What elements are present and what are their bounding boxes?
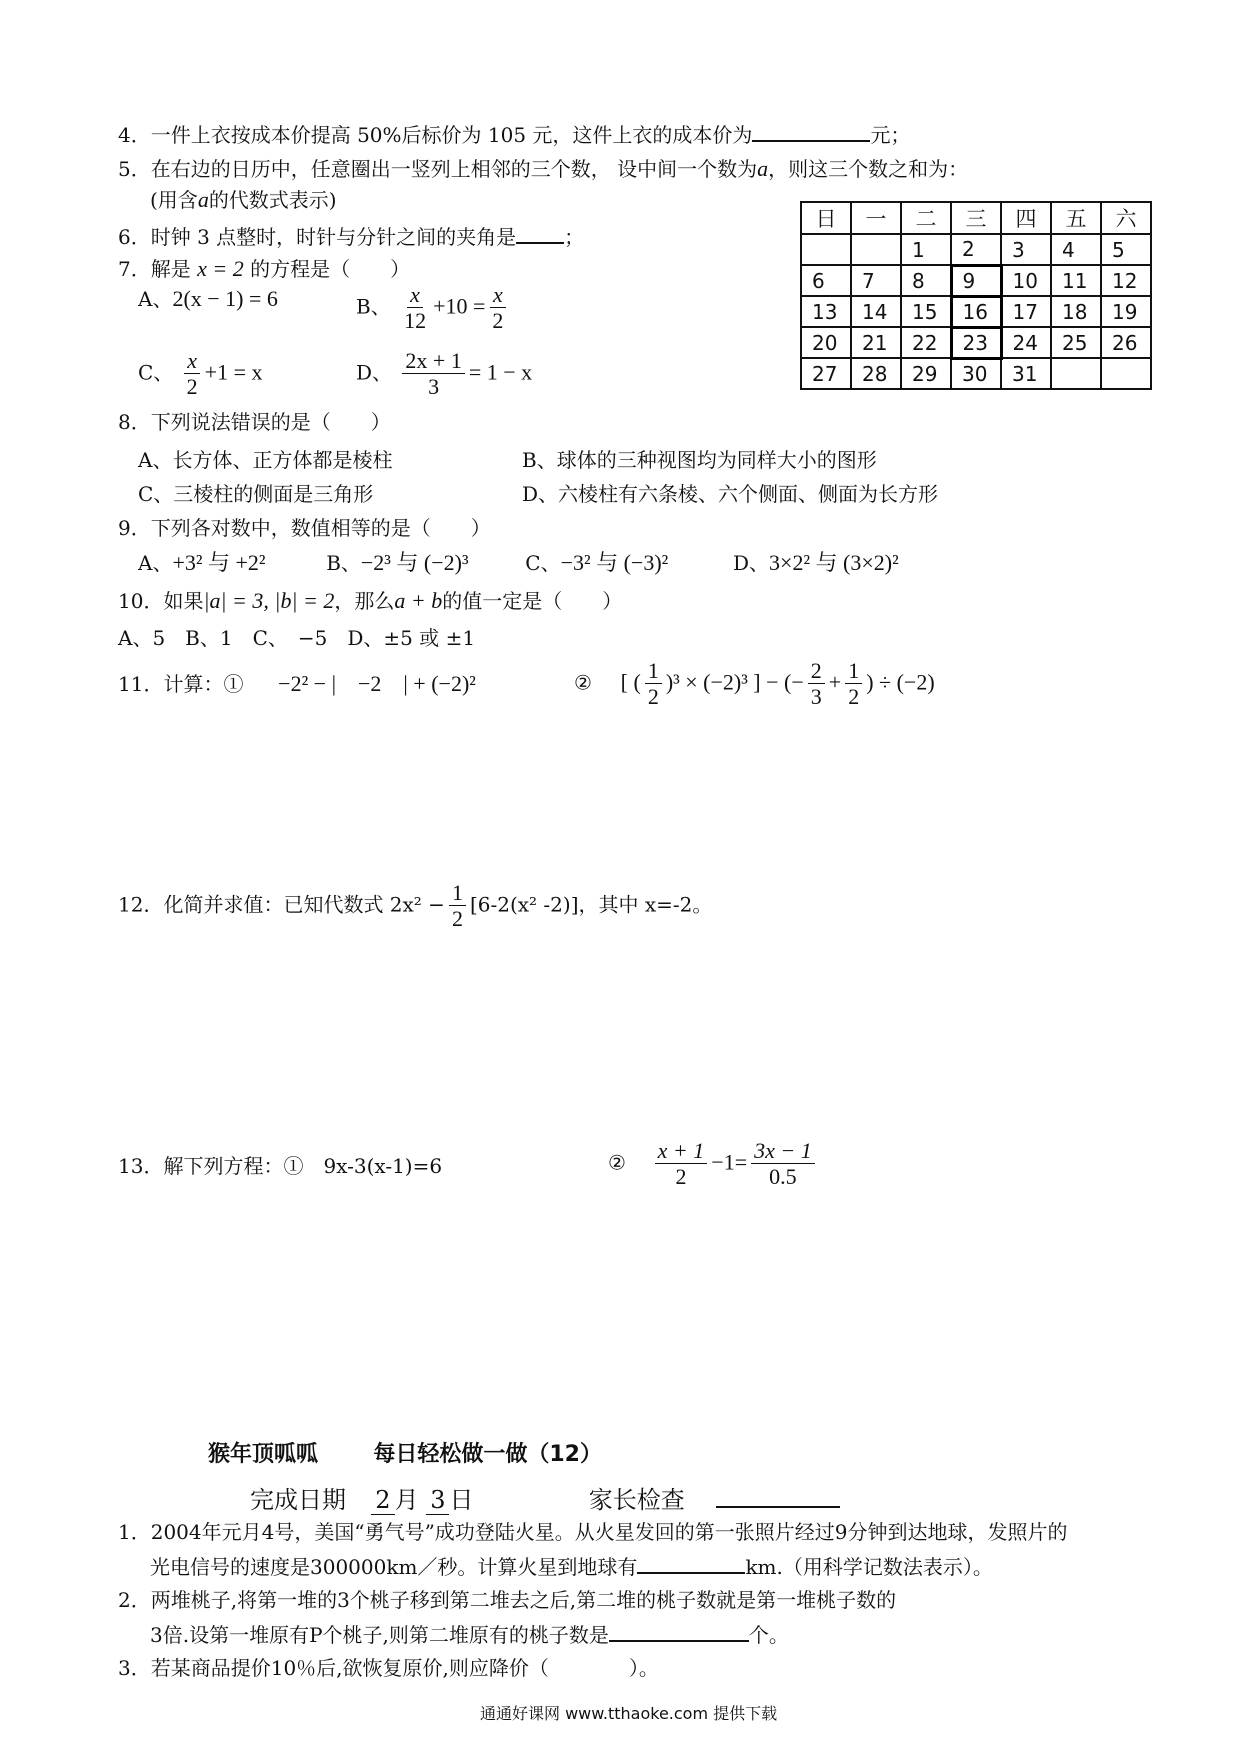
question-13-part1: 13．解下列方程：① 9x-3(x-1)=6 — [118, 1154, 443, 1178]
numerator: x — [490, 282, 506, 308]
calendar-cell: 18 — [1051, 296, 1101, 327]
fraction — [751, 1138, 815, 1190]
calendar-cell: 4 — [1051, 234, 1101, 265]
calendar-table — [800, 201, 1152, 390]
footer-text: 通通好课网 www.tthaoke.com 提供下载 — [480, 1704, 778, 1723]
fraction — [808, 658, 825, 710]
calendar-cell: 31 — [1001, 358, 1051, 389]
fraction — [449, 880, 466, 932]
question-6 — [118, 224, 584, 249]
numerator: x + 1 — [655, 1138, 708, 1164]
calendar-cell-highlighted: 23 — [951, 327, 1001, 358]
calendar-header: 五 — [1051, 202, 1101, 234]
parent-check-label: 家长检查 — [588, 1486, 685, 1514]
calendar-cell: 29 — [901, 358, 951, 389]
fraction — [845, 658, 862, 710]
question-6-text: 6．时钟 3 点整时，时针与分针之间的夹角是 — [118, 225, 517, 249]
question-11-expression-1: −2² − | −2 | + (−2)² — [278, 671, 476, 696]
calendar-cell: 2 — [951, 234, 1001, 265]
answer-blank[interactable] — [637, 1554, 745, 1574]
calendar-cell — [801, 234, 851, 265]
problem-2-text-end: 个。 — [748, 1623, 789, 1647]
calendar-cell: 11 — [1051, 265, 1101, 296]
option-label: D、 — [356, 360, 393, 385]
question-10-expression: a + b — [394, 588, 443, 613]
fraction — [184, 348, 201, 400]
problem-2-text: 3倍.设第一堆原有P个桃子,则第二堆原有的桃子数是 — [150, 1623, 609, 1647]
question-4 — [118, 122, 910, 147]
fraction — [489, 282, 506, 334]
section-title-left: 猴年顶呱呱 — [208, 1442, 319, 1467]
calendar-cell: 24 — [1001, 327, 1051, 358]
denominator: 0.5 — [769, 1164, 797, 1190]
parent-signature-blank[interactable] — [716, 1486, 840, 1508]
fraction — [401, 282, 429, 334]
option-label: A、 — [138, 287, 173, 311]
problem-1-text: 光电信号的速度是300000km／秒。计算火星到地球有 — [150, 1555, 638, 1579]
numerator: x — [184, 348, 200, 374]
calendar-row — [801, 234, 1151, 265]
calendar-cell: 20 — [801, 327, 851, 358]
question-7-equation: x = 2 — [197, 256, 244, 281]
question-6-end: ； — [564, 225, 585, 249]
equation-middle: −1= — [711, 1149, 748, 1175]
calendar-cell: 15 — [901, 296, 951, 327]
calendar-cell: 10 — [1001, 265, 1051, 296]
calendar-row — [801, 265, 1151, 296]
option-b-middle: +10 = — [433, 293, 486, 319]
variable-a: a — [197, 187, 209, 212]
calendar-cell: 27 — [801, 358, 851, 389]
denominator: 3 — [428, 374, 440, 400]
calendar-header: 一 — [851, 202, 901, 234]
answer-blank[interactable] — [752, 122, 870, 142]
option-label: C、 — [138, 360, 174, 385]
answer-blank[interactable] — [516, 224, 564, 244]
numerator: 1 — [449, 880, 466, 906]
question-5-hint-end: 的代数式表示) — [208, 188, 337, 212]
option-label: C、 — [525, 551, 561, 575]
question-8-title: 8．下列说法错误的是（ ） — [118, 410, 391, 434]
calendar-cell: 25 — [1051, 327, 1101, 358]
question-10-mid: ，那么 — [334, 589, 395, 613]
question-10-prefix: 10．如果 — [118, 589, 204, 613]
expression-part: ) ÷ (−2) — [866, 669, 935, 695]
expression-part: + — [828, 669, 842, 695]
denominator: 2 — [451, 906, 463, 932]
calendar-header: 日 — [801, 202, 851, 234]
calendar-cell: 12 — [1101, 265, 1151, 296]
question-5-line2 — [150, 187, 337, 213]
month-char: 月 — [394, 1486, 419, 1514]
problem-2-line1: 2．两堆桃子,将第一堆的3个桃子移到第二堆去之后,第二堆的桃子数就是第一堆桃子数的 — [118, 1588, 897, 1612]
question-7-suffix: 的方程是（ ） — [250, 257, 411, 281]
question-9-options — [138, 550, 899, 576]
question-10-options: A、5 B、1 C、 −5 D、±5 或 ±1 — [118, 626, 476, 650]
calendar-header: 四 — [1001, 202, 1051, 234]
calendar-cell — [1051, 358, 1101, 389]
calendar-cell: 28 — [851, 358, 901, 389]
problem-1-text-end: km.（用科学记数法表示）。 — [745, 1555, 993, 1579]
calendar-header: 三 — [951, 202, 1001, 234]
question-5-hint-start: (用含 — [150, 188, 198, 212]
date-day[interactable]: 3 — [426, 1486, 449, 1515]
calendar-cell: 26 — [1101, 327, 1151, 358]
question-8-option-c: C、三棱柱的侧面是三角形 — [138, 482, 374, 506]
option-a-expression: +3² 与 +2² — [172, 550, 266, 575]
denominator: 3 — [810, 684, 822, 710]
denominator: 2 — [675, 1164, 687, 1190]
date-label: 完成日期 — [250, 1486, 346, 1514]
question-5-text: 5．在右边的日历中，任意圈出一竖列上相邻的三个数， 设中间一个数为 — [118, 157, 758, 181]
question-8-option-d: D、六棱柱有六条棱、六个侧面、侧面为长方形 — [522, 482, 939, 506]
numerator: 1 — [845, 658, 862, 684]
numerator: 2 — [808, 658, 825, 684]
circled-2: ② — [608, 1150, 626, 1175]
section-title — [208, 1442, 602, 1468]
option-c-rest: +1 = x — [204, 359, 263, 385]
question-7 — [118, 256, 410, 282]
question-13-part2 — [608, 1138, 819, 1190]
question-10 — [118, 588, 622, 614]
question-10-suffix: 的值一定是（ ） — [442, 589, 623, 613]
calendar-cell: 3 — [1001, 234, 1051, 265]
question-5-line1 — [118, 156, 968, 182]
numerator: x — [407, 282, 423, 308]
fraction — [402, 348, 464, 400]
question-5-text-end: ，则这三个数之和为： — [768, 157, 969, 181]
calendar-header: 二 — [901, 202, 951, 234]
question-9-title: 9．下列各对数中，数值相等的是（ ） — [118, 516, 491, 540]
question-7-prefix: 7．解是 — [118, 257, 191, 281]
calendar-cell: 17 — [1001, 296, 1051, 327]
numerator: 2x + 1 — [402, 348, 464, 374]
denominator: 2 — [492, 308, 504, 334]
calendar-row — [801, 327, 1151, 358]
denominator: 2 — [647, 684, 659, 710]
calendar-cell: 5 — [1101, 234, 1151, 265]
calendar-cell: 14 — [851, 296, 901, 327]
question-7-option-a — [138, 286, 278, 312]
option-label: D、 — [732, 551, 770, 575]
calendar-row — [801, 296, 1151, 327]
denominator: 2 — [186, 374, 198, 400]
option-c-expression: −3² 与 (−3)² — [560, 550, 669, 575]
option-d-expression: 3×2² 与 (3×2)² — [769, 550, 899, 575]
question-11-prefix: 11．计算：① — [118, 672, 244, 696]
circled-2: ② — [574, 670, 592, 695]
numerator: 1 — [645, 658, 662, 684]
fraction — [655, 1138, 708, 1190]
question-7-option-d — [356, 348, 532, 400]
calendar-cell: 21 — [851, 327, 901, 358]
question-12 — [118, 880, 712, 932]
calendar-cell-highlighted: 16 — [951, 296, 1001, 327]
calendar-row — [801, 358, 1151, 389]
question-4-text: 4．一件上衣按成本价提高 50%后标价为 105 元，这件上衣的成本价为 — [118, 123, 753, 147]
denominator: 12 — [404, 308, 427, 334]
calendar-cell — [851, 234, 901, 265]
calendar-cell: 6 — [801, 265, 851, 296]
question-12-suffix: [6-2(x² -2)]，其中 x=-2。 — [469, 892, 713, 917]
question-8-option-a: A、长方体、正方体都是棱柱 — [138, 448, 393, 472]
calendar-cell: 13 — [801, 296, 851, 327]
question-7-option-c — [138, 348, 263, 400]
calendar-cell: 8 — [901, 265, 951, 296]
expression-part: [ ( — [620, 669, 641, 695]
question-10-condition: |a| = 3, |b| = 2 — [203, 588, 335, 613]
option-a-equation: 2(x − 1) = 6 — [172, 286, 278, 311]
option-label: B、 — [356, 294, 391, 319]
question-11-part1 — [118, 671, 476, 697]
calendar-header-row — [801, 202, 1151, 234]
fraction — [645, 658, 662, 710]
question-11-part2 — [574, 658, 935, 710]
option-label: A、 — [138, 551, 173, 575]
problem-1-line2 — [150, 1554, 993, 1579]
numerator: 3x − 1 — [751, 1138, 815, 1164]
section-title-right: 每日轻松做一做（12） — [373, 1442, 602, 1467]
day-char: 日 — [449, 1486, 474, 1514]
variable-a: a — [757, 156, 769, 181]
problem-1-line1: 1．2004年元月4号，美国“勇气号”成功登陆火星。从火星发回的第一张照片经过9分钟到达地球，发照片的 — [118, 1520, 1068, 1544]
calendar-cell: 22 — [901, 327, 951, 358]
calendar-cell: 1 — [901, 234, 951, 265]
calendar-cell: 19 — [1101, 296, 1151, 327]
question-4-unit: 元； — [870, 123, 911, 147]
calendar-cell: 7 — [851, 265, 901, 296]
option-b-expression: −2³ 与 (−2)³ — [360, 550, 469, 575]
denominator: 2 — [848, 684, 860, 710]
problem-2-line2 — [150, 1622, 789, 1647]
date-month[interactable]: 2 — [371, 1486, 394, 1515]
option-d-rest: = 1 − x — [468, 359, 533, 385]
expression-part: )³ × (−2)³ ] − (− — [665, 669, 804, 695]
question-12-prefix: 12．化简并求值：已知代数式 2x² − — [118, 892, 445, 917]
option-label: B、 — [326, 551, 361, 575]
problem-3: 3．若某商品提价10％后,欲恢复原价,则应降价（ ）。 — [118, 1656, 659, 1680]
answer-blank[interactable] — [609, 1622, 749, 1642]
completion-line — [250, 1486, 840, 1515]
calendar-cell-highlighted: 9 — [951, 265, 1001, 296]
calendar-cell — [1101, 358, 1151, 389]
question-8-option-b: B、球体的三种视图均为同样大小的图形 — [522, 448, 877, 472]
calendar-header: 六 — [1101, 202, 1151, 234]
question-7-option-b — [356, 282, 510, 334]
calendar-cell: 30 — [951, 358, 1001, 389]
